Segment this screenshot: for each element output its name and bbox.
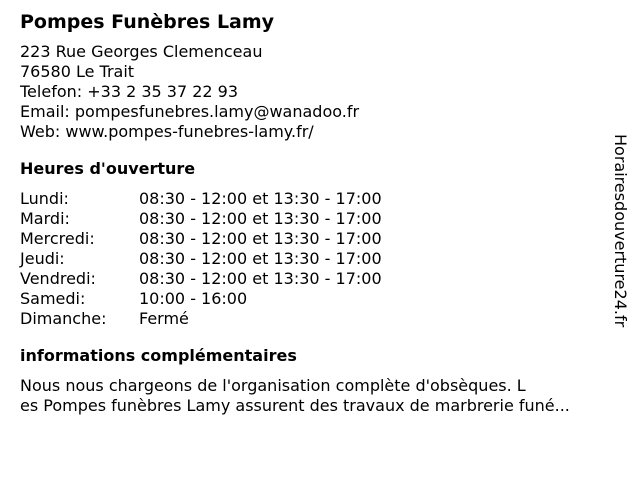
day-label: Mardi: <box>20 209 70 228</box>
business-card <box>20 10 620 416</box>
address-street: 223 Rue Georges Clemenceau <box>20 42 263 61</box>
email-address[interactable]: Email: pompesfunebres.lamy@wanadoo.fr <box>20 102 360 121</box>
address-city: 76580 Le Trait <box>20 62 135 81</box>
hours-row-tuesday <box>20 209 620 229</box>
day-hours: 08:30 - 12:00 et 13:30 - 17:00 <box>139 189 382 208</box>
additional-info-heading: informations complémentaires <box>20 346 297 365</box>
day-hours: 08:30 - 12:00 et 13:30 - 17:00 <box>139 249 382 268</box>
day-hours: Fermé <box>139 309 189 328</box>
site-brand-vertical: Horairesdouverture24.fr <box>611 134 630 328</box>
hours-row-wednesday <box>20 229 620 249</box>
day-hours: 08:30 - 12:00 et 13:30 - 17:00 <box>139 229 382 248</box>
hours-row-sunday <box>20 309 620 329</box>
hours-row-friday <box>20 269 620 289</box>
hours-row-saturday <box>20 289 620 309</box>
day-label: Jeudi: <box>20 249 65 268</box>
day-label: Mercredi: <box>20 229 95 248</box>
day-hours: 08:30 - 12:00 et 13:30 - 17:00 <box>139 269 382 288</box>
day-hours: 10:00 - 16:00 <box>139 289 248 308</box>
day-label: Vendredi: <box>20 269 96 288</box>
website-url[interactable]: Web: www.pompes-funebres-lamy.fr/ <box>20 122 314 141</box>
opening-hours-heading: Heures d'ouverture <box>20 159 196 178</box>
day-label: Dimanche: <box>20 309 107 328</box>
day-hours: 08:30 - 12:00 et 13:30 - 17:00 <box>139 209 382 228</box>
additional-info-line-2: es Pompes funèbres Lamy assurent des travaux de marbrerie funé... <box>20 396 570 415</box>
hours-row-thursday <box>20 249 620 269</box>
day-label: Samedi: <box>20 289 86 308</box>
additional-info-line-1: Nous nous chargeons de l'organisation complète d'obsèques. L <box>20 376 526 395</box>
hours-row-monday <box>20 189 620 209</box>
phone-number[interactable]: Telefon: +33 2 35 37 22 93 <box>20 82 239 101</box>
business-name: Pompes Funèbres Lamy <box>20 11 275 33</box>
day-label: Lundi: <box>20 189 69 208</box>
